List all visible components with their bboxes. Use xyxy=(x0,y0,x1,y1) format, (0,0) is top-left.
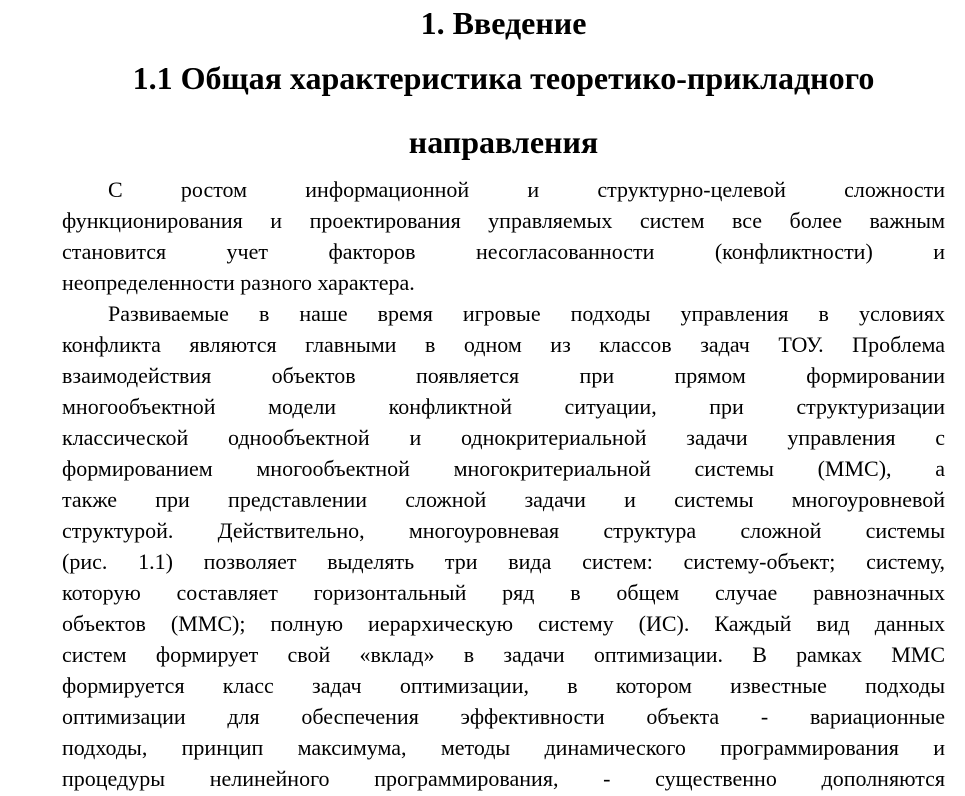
paragraph xyxy=(62,298,945,794)
text-line: функционирования и проектирования управляемых систем все более важным xyxy=(62,208,945,233)
subsection-heading: 1.1 Общая характеристика теоретико-прикладного направления xyxy=(132,60,875,160)
body-text xyxy=(62,174,945,794)
text-line: систем формирует свой «вклад» в задачи оптимизации. В рамках ММС xyxy=(62,642,945,667)
text-line: (рис. 1.1) позволяет выделять три вида систем: систему-объект; систему, xyxy=(62,549,945,574)
text-line: формированием многообъектной многокритериальной системы (ММС), а xyxy=(62,456,945,481)
text-line: взаимодействия объектов появляется при прямом формировании xyxy=(62,363,945,388)
text-line: неопределенности разного характера. xyxy=(62,270,415,295)
text-line: многообъектной модели конфликтной ситуации, при структуризации xyxy=(62,394,945,419)
text-line: конфликта являются главными в одном из классов задач ТОУ. Проблема xyxy=(62,332,945,357)
text-line: классической однообъектной и однокритериальной задачи управления с xyxy=(62,425,945,450)
text-line: структурой. Действительно, многоуровневая структура сложной системы xyxy=(62,518,945,543)
text-line: Развиваемые в наше время игровые подходы управления в условиях xyxy=(108,301,945,326)
text-line: подходы, принцип максимума, методы динамического программирования и xyxy=(62,735,945,760)
text-line: также при представлении сложной задачи и системы многоуровневой xyxy=(62,487,945,512)
text-line: С ростом информационной и структурно-целевой сложности xyxy=(108,177,945,202)
text-line: становится учет факторов несогласованности (конфликтности) и xyxy=(62,239,945,264)
paragraph xyxy=(62,174,945,298)
text-line: которую составляет горизонтальный ряд в общем случае равнозначных xyxy=(62,580,945,605)
text-line: процедуры нелинейного программирования, - существенно дополняются xyxy=(62,766,945,791)
text-line: формируется класс задач оптимизации, в котором известные подходы xyxy=(62,673,945,698)
text-line: объектов (ММС); полную иерархическую систему (ИС). Каждый вид данных xyxy=(62,611,945,636)
text-line: оптимизации для обеспечения эффективности объекта - вариационные xyxy=(62,704,945,729)
section-heading: 1. Введение xyxy=(420,5,587,41)
